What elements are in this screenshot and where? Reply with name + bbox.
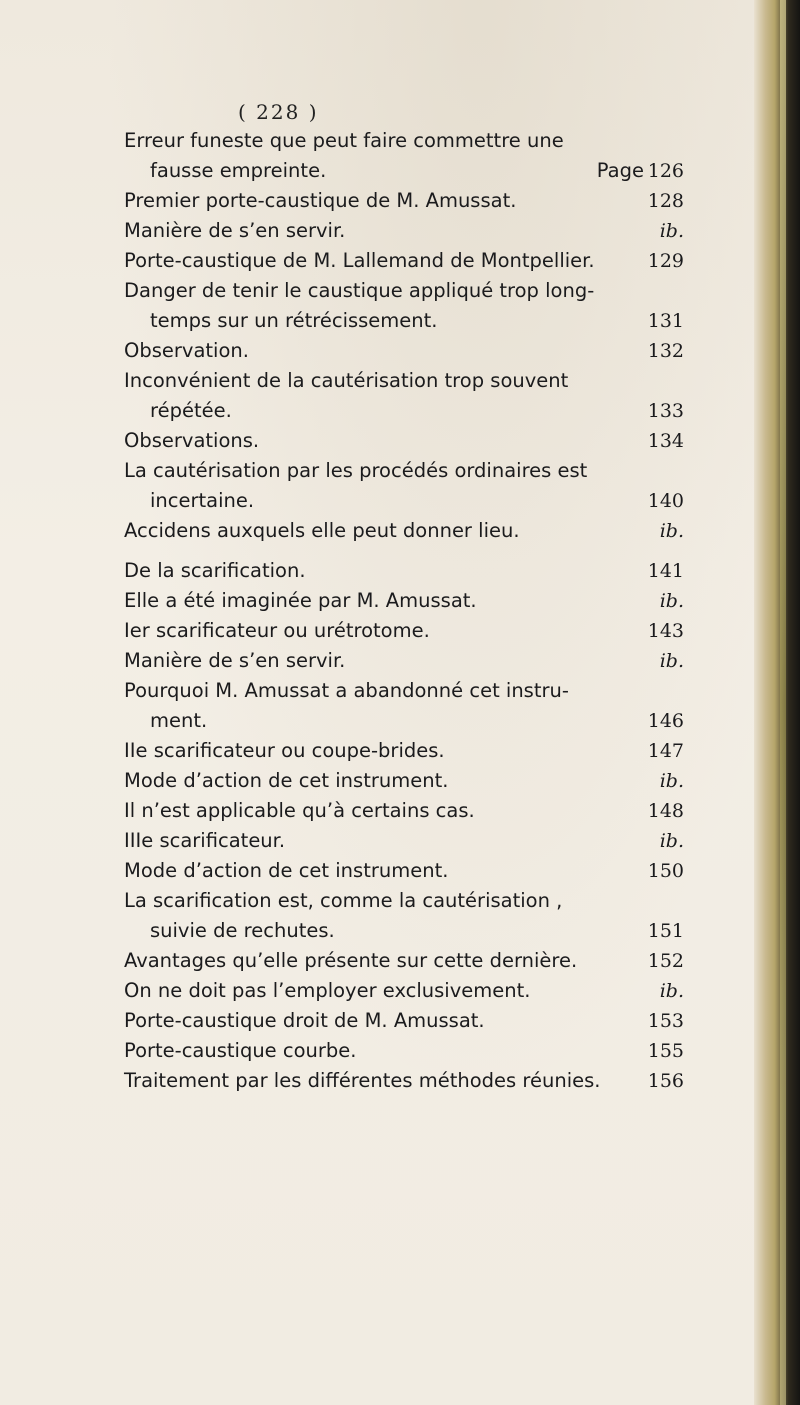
toc-entry [124,396,684,426]
toc-entry-text: incertaine. [150,489,255,512]
toc-entry [124,946,684,976]
toc-entry-text: temps sur un rétrécissement. [150,309,438,332]
toc-page-number: 131 [647,310,684,332]
toc-entry [124,556,684,586]
toc-entry-text: Manière de s’en servir. [124,219,346,242]
toc-entry-text: On ne doit pas l’employer exclusivement. [124,979,531,1002]
toc-entry-text: Porte-caustique droit de M. Amussat. [124,1009,485,1032]
toc-page-number: ib. [659,220,684,242]
toc-entry-text: Inconvénient de la cautérisation trop souvent [124,369,569,392]
toc-entry [124,1006,684,1036]
toc-entry [124,366,684,396]
toc-entry-text: Pourquoi M. Amussat a abandonné cet instru- [124,679,569,702]
page-edge-highlight [780,0,786,1405]
toc-entry [124,126,684,156]
page-edge [754,0,800,1405]
toc-page-number: 128 [647,190,684,212]
toc-entry-text: Elle a été imaginée par M. Amussat. [124,589,477,612]
toc-entry [124,426,684,456]
toc-entry-text: répétée. [150,399,232,422]
toc-entry-text: Il n’est applicable qu’à certains cas. [124,799,475,822]
toc-entry [124,1066,684,1096]
toc-entry-text: Porte-caustique courbe. [124,1039,357,1062]
toc-entry-text: IIIe scarificateur. [124,829,286,852]
toc-entry-text: De la scarification. [124,559,306,582]
toc-page-number: 146 [647,710,684,732]
toc-entry [124,336,684,366]
toc-page-number: 150 [647,860,684,882]
toc-entry [124,616,684,646]
toc-page-number: 129 [647,250,684,272]
toc-entry [124,646,684,676]
toc-page-number: ib. [659,980,684,1002]
page-label: Page [596,159,644,182]
toc-entry [124,796,684,826]
toc-entry-text: fausse empreinte. [150,159,327,182]
toc-entry [124,586,684,616]
toc-entry [124,736,684,766]
toc-entry-text: Traitement par les différentes méthodes réunies. [124,1069,601,1092]
toc-page-number: 132 [647,340,684,362]
toc-entry [124,826,684,856]
toc-entry [124,246,684,276]
toc-entry [124,766,684,796]
toc-page-number: 133 [647,400,684,422]
toc-entry [124,186,684,216]
toc-page-number: ib. [659,770,684,792]
toc-entry [124,216,684,246]
toc-page-number: ib. [659,650,684,672]
toc-page-number: 140 [647,490,684,512]
toc-entry-text: suivie de rechutes. [150,919,335,942]
toc-page-number: 153 [647,1010,684,1032]
toc-page-number: 155 [647,1040,684,1062]
toc-page-number: 126 [647,160,684,182]
toc-entry [124,306,684,336]
toc-entry [124,976,684,1006]
toc-entry-text: Observation. [124,339,249,362]
toc-entry [124,706,684,736]
toc-entry-text: ment. [150,709,208,732]
table-of-contents [124,126,684,1096]
toc-entry-text: Porte-caustique de M. Lallemand de Montpellier. [124,249,595,272]
toc-page-number: 134 [647,430,684,452]
toc-entry-text: Avantages qu’elle présente sur cette dernière. [124,949,578,972]
toc-page-number: 152 [647,950,684,972]
toc-entry-text: Erreur funeste que peut faire commettre une [124,129,564,152]
page-folio: ( 228 ) [238,100,319,124]
toc-entry-text: La scarification est, comme la cautérisation , [124,889,563,912]
toc-page-number: ib. [659,520,684,542]
toc-entry-text: Observations. [124,429,260,452]
toc-page-number: 147 [647,740,684,762]
toc-entry [124,516,684,546]
toc-entry [124,916,684,946]
toc-entry-text: Manière de s’en servir. [124,649,346,672]
toc-entry-text: Danger de tenir le caustique appliqué trop long- [124,279,595,302]
section-gap [124,546,684,556]
toc-page-number: 143 [647,620,684,642]
toc-entry-text: Accidens auxquels elle peut donner lieu. [124,519,520,542]
toc-entry-text: Mode d’action de cet instrument. [124,769,449,792]
toc-entry-text: Ier scarificateur ou urétrotome. [124,619,430,642]
toc-page-number: ib. [659,590,684,612]
toc-page-number: 151 [647,920,684,942]
toc-entry [124,856,684,886]
toc-entry [124,156,684,186]
toc-page-number: 141 [647,560,684,582]
toc-entry [124,886,684,916]
toc-entry [124,486,684,516]
toc-page-number: 156 [647,1070,684,1092]
toc-entry [124,456,684,486]
toc-entry-text: Mode d’action de cet instrument. [124,859,449,882]
toc-entry-text: IIe scarificateur ou coupe-brides. [124,739,445,762]
toc-entry [124,676,684,706]
toc-entry [124,1036,684,1066]
toc-entry-text: La cautérisation par les procédés ordinaires est [124,459,588,482]
toc-page-number: 148 [647,800,684,822]
toc-entry [124,276,684,306]
toc-entry-text: Premier porte-caustique de M. Amussat. [124,189,517,212]
toc-page-number: ib. [659,830,684,852]
